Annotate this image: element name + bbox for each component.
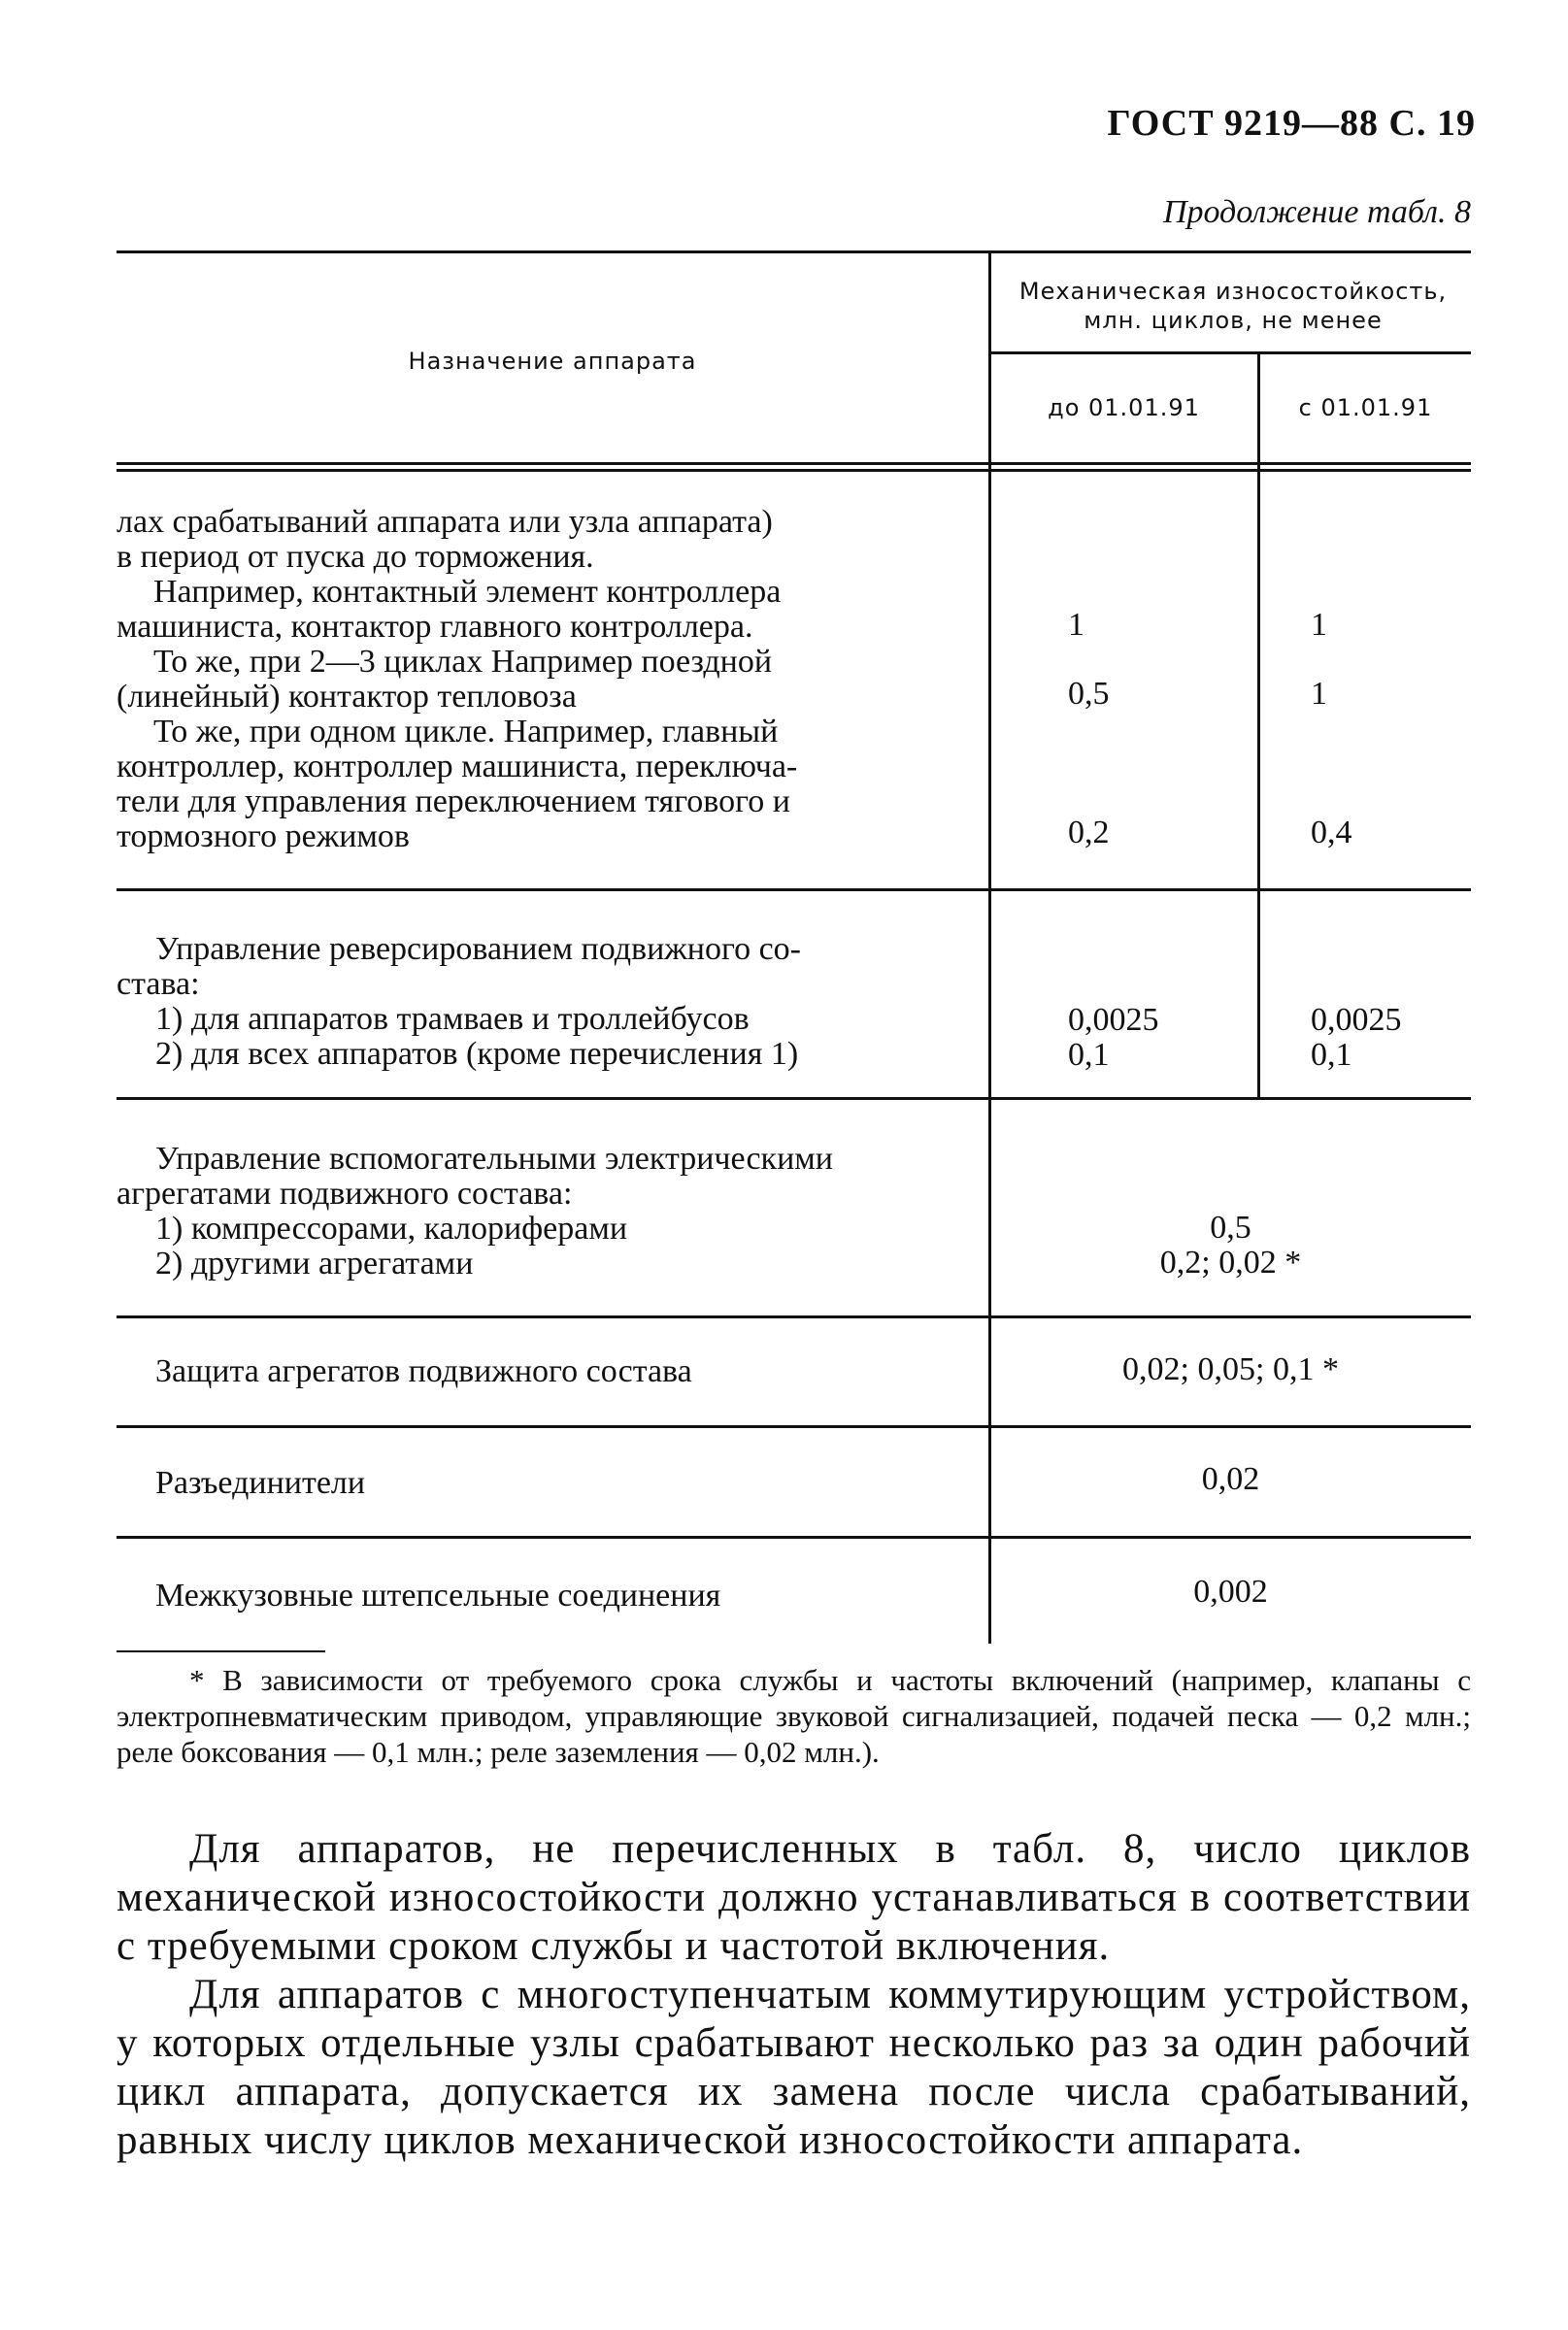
col-header-purpose: Назначение аппарата bbox=[408, 348, 697, 375]
col-header-after: с 01.01.91 bbox=[1298, 394, 1433, 421]
row-divider bbox=[117, 1425, 1471, 1428]
row-group1-text: лах срабатываний аппарата или узла аппарата) в период от пуска до торможения. Например, контактный элемент контроллера машиниста, контактор главного контроллера. То же, при 2—3 циклах Например поездной (линейный) контактор тепловоза То же, при одном цикле. Например, главный контроллер, контроллер машиниста, переключа- тели для управления переключением тягового и тормозного режимов bbox=[117, 504, 798, 854]
column-divider-sub-body bbox=[1257, 469, 1260, 1097]
row-divider bbox=[117, 888, 1471, 891]
row-group2-text: Управление реверсированием подвижного со- става: 1) для аппаратов трамваев и троллейбусов 2) для всех аппаратов (кроме перечисления 1) bbox=[117, 931, 801, 1072]
value-after: 0,1 bbox=[1311, 1037, 1352, 1073]
value-after: 0,0025 bbox=[1311, 1002, 1402, 1038]
header-bottom-rule-2 bbox=[117, 469, 1471, 472]
value-before: 0,5 bbox=[1068, 676, 1110, 712]
col-header-before: до 01.01.91 bbox=[1048, 394, 1200, 421]
row-protection-value: 0,02; 0,05; 0,1 * bbox=[1122, 1351, 1339, 1387]
row-disconnectors-text: Разъединители bbox=[155, 1465, 366, 1501]
row-group3-text: Управление вспомогательными электрическими агрегатами подвижного состава: 1) компрессорами, калориферами 2) другими агрегатами bbox=[117, 1141, 833, 1282]
body-paragraph: Для аппаратов, не перечисленных в табл. 8, число циклов механической износостойкости должно устанавливаться в соответствии с требуемыми сроком службы и частотой включения. bbox=[117, 1826, 1471, 1969]
value-before: 1 bbox=[1068, 607, 1084, 643]
value-after: 1 bbox=[1311, 607, 1327, 643]
value-merged: 0,2; 0,02 * bbox=[1159, 1245, 1302, 1281]
col-header-durability: Механическая износостойкость, млн. циклов, не менее bbox=[1018, 278, 1448, 334]
subheader-rule bbox=[990, 351, 1471, 354]
header-bottom-rule bbox=[117, 462, 1471, 465]
page-header: ГОСТ 9219—88 С. 19 bbox=[1107, 103, 1476, 144]
row-connectors-text: Межкузовные штепсельные соединения bbox=[155, 1578, 721, 1614]
row-divider bbox=[117, 1097, 1471, 1100]
value-merged: 0,5 bbox=[1210, 1210, 1251, 1246]
body-paragraph: Для аппаратов с многоступенчатым коммутирующим устройством, у которых отдельные узлы срабатывают несколько раз за один рабочий цикл аппарата, допускается их замена после числа срабатываний, равных числу циклов механической износостойкости аппарата. bbox=[117, 1972, 1471, 2163]
table-top-rule bbox=[117, 250, 1471, 253]
row-divider bbox=[117, 1315, 1471, 1318]
value-before: 0,2 bbox=[1068, 815, 1110, 850]
value-after: 0,4 bbox=[1311, 815, 1352, 850]
row-disconnectors-value: 0,02 bbox=[1201, 1461, 1260, 1497]
row-connectors-value: 0,002 bbox=[1193, 1574, 1268, 1610]
footnote-rule bbox=[117, 1650, 325, 1652]
value-before: 0,1 bbox=[1068, 1037, 1110, 1073]
footnote: * В зависимости от требуемого срока службы и частоты включений (например, клапаны с электропневматическим приводом, управляющие звуковой сигнализацией, подачей песка — 0,2 млн.; реле боксования — 0,1 млн.; реле заземления — 0,02 млн.). bbox=[117, 1663, 1471, 1769]
table-continuation-caption: Продолжение табл. 8 bbox=[1162, 194, 1471, 230]
row-protection-text: Защита агрегатов подвижного состава bbox=[155, 1353, 692, 1389]
value-after: 1 bbox=[1311, 676, 1327, 712]
column-divider-main bbox=[988, 250, 991, 1644]
row-divider bbox=[117, 1536, 1471, 1539]
value-before: 0,0025 bbox=[1068, 1002, 1159, 1038]
